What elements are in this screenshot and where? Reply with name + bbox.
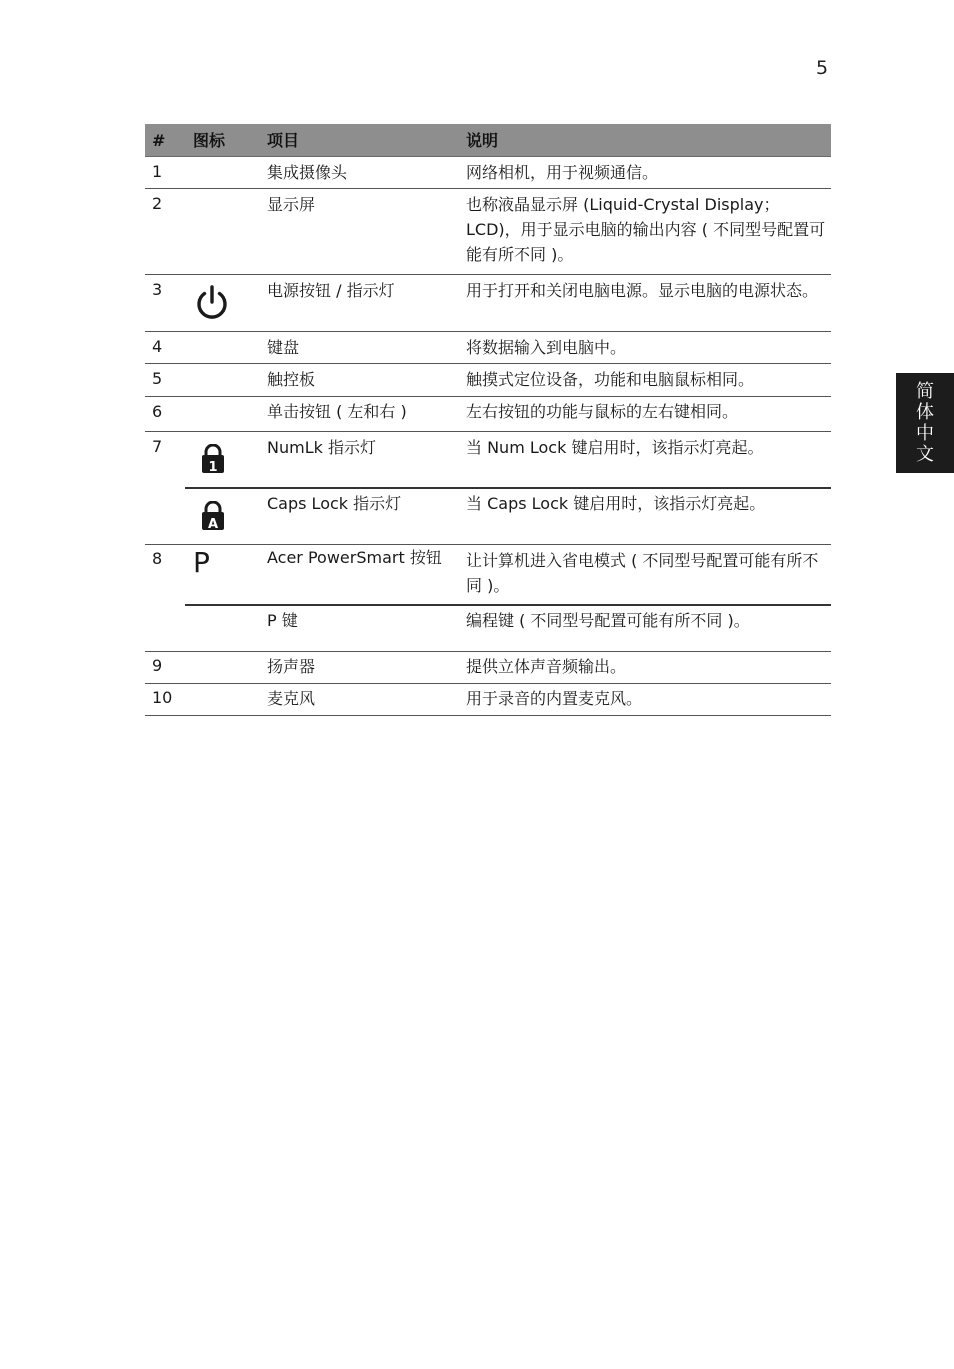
table-row bbox=[145, 397, 831, 432]
num-lock-icon bbox=[201, 444, 225, 474]
table-row bbox=[145, 432, 831, 489]
row-num: 2 bbox=[152, 194, 163, 213]
header-desc: 说明 bbox=[466, 131, 499, 150]
row-item: 集成摄像头 bbox=[267, 163, 348, 182]
row-num: 5 bbox=[152, 369, 163, 388]
table-row bbox=[145, 489, 831, 545]
table-row bbox=[145, 684, 831, 716]
row-num: 4 bbox=[152, 337, 163, 356]
row-desc: 当 Caps Lock 键启用时，该指示灯亮起。 bbox=[466, 494, 766, 513]
row-item: 扬声器 bbox=[267, 657, 316, 676]
table-row bbox=[145, 189, 831, 275]
row-item: 触控板 bbox=[267, 370, 316, 389]
row-num: 10 bbox=[152, 688, 173, 707]
row-desc: 触摸式定位设备，功能和电脑鼠标相同。 bbox=[466, 370, 755, 389]
table-row bbox=[145, 157, 831, 189]
p-icon: P bbox=[193, 546, 210, 579]
table-row bbox=[145, 275, 831, 332]
caps-lock-icon bbox=[201, 501, 225, 531]
language-tab bbox=[896, 373, 954, 473]
row-item: Acer PowerSmart 按钮 bbox=[267, 548, 442, 567]
row-desc: 用于录音的内置麦克风。 bbox=[466, 689, 643, 708]
row-desc: 左右按钮的功能与鼠标的左右键相同。 bbox=[466, 402, 739, 421]
row-num: 3 bbox=[152, 280, 163, 299]
row-num: 1 bbox=[152, 162, 163, 181]
svg-text:1: 1 bbox=[208, 460, 218, 474]
header-item: 项目 bbox=[267, 131, 300, 150]
row-item: 电源按钮 / 指示灯 bbox=[267, 281, 395, 300]
table-row bbox=[145, 606, 831, 652]
row-desc: 让计算机进入省电模式 ( 不同型号配置可能有所不同 )。 bbox=[466, 551, 819, 595]
row-item: Caps Lock 指示灯 bbox=[267, 494, 402, 513]
component-table bbox=[145, 124, 831, 716]
row-desc: 将数据输入到电脑中。 bbox=[466, 338, 627, 357]
page-number: 5 bbox=[816, 57, 829, 79]
row-desc: 当 Num Lock 键启用时，该指示灯亮起。 bbox=[466, 438, 764, 457]
row-item: 麦克风 bbox=[267, 689, 316, 708]
header-num: # bbox=[152, 131, 166, 150]
table-row bbox=[145, 652, 831, 684]
row-desc: 编程键 ( 不同型号配置可能有所不同 )。 bbox=[466, 611, 750, 630]
table-header bbox=[145, 124, 831, 157]
row-item: 键盘 bbox=[267, 338, 300, 357]
row-item: P 键 bbox=[267, 611, 298, 630]
row-num: 8 bbox=[152, 549, 163, 568]
header-icon: 图标 bbox=[193, 131, 226, 150]
row-desc: 用于打开和关闭电脑电源。显示电脑的电源状态。 bbox=[466, 281, 819, 300]
language-tab-label: 简体中文 bbox=[916, 381, 934, 465]
row-num: 6 bbox=[152, 402, 163, 421]
row-item: 单击按钮 ( 左和右 ) bbox=[267, 402, 407, 421]
row-num: 7 bbox=[152, 437, 163, 456]
row-item: NumLk 指示灯 bbox=[267, 438, 376, 457]
row-desc: 网络相机，用于视频通信。 bbox=[466, 163, 659, 182]
table-row bbox=[145, 332, 831, 364]
table-row bbox=[145, 364, 831, 397]
row-num: 9 bbox=[152, 656, 163, 675]
svg-text:A: A bbox=[207, 517, 219, 531]
table-row bbox=[145, 545, 831, 606]
row-desc: 提供立体声音频输出。 bbox=[466, 657, 627, 676]
row-desc: 也称液晶显示屏 (Liquid-Crystal Display；LCD)，用于显示电脑的输出内容 ( 不同型号配置可能有所不同 )。 bbox=[466, 195, 826, 264]
power-icon bbox=[193, 284, 231, 322]
row-item: 显示屏 bbox=[267, 195, 316, 214]
